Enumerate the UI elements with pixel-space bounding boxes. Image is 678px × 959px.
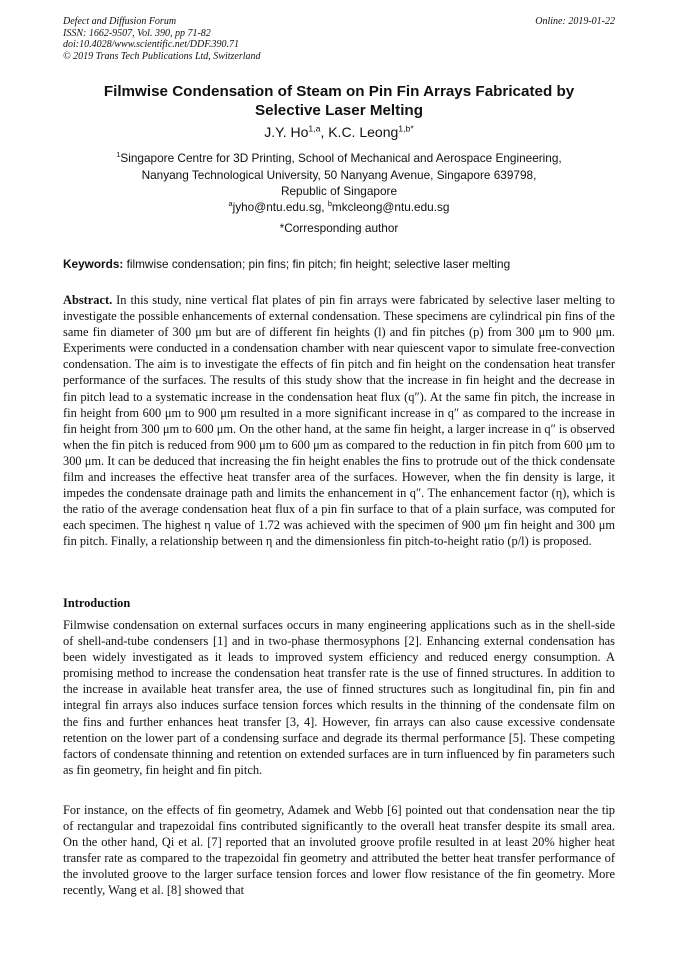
issn: ISSN: 1662-9507, Vol. 390, pp 71-82 <box>63 27 211 39</box>
author-1: J.Y. Ho <box>264 124 309 140</box>
email-b[interactable]: mkcleong@ntu.edu.sg <box>331 200 450 214</box>
abstract <box>63 292 615 550</box>
introduction-paragraph-2: For instance, on the effects of fin geometry, Adamek and Webb [6] pointed out that condensation near the tip of rectangular and trapezoidal fins contributed significantly to the overall heat transfer despite its small area. On the other hand, Qi et al. [7] reported that an involuted groove profile resulted in at least 20% higher heat transfer rate as compared to the trapezoidal fin geometry and attributed the better heat transfer performance of the involuted groove to the larger surface tension forces and lower flow resistance of the fin geometry. More recently, Wang et al. [8] showed that <box>63 803 615 898</box>
keywords-text: filmwise condensation; pin fins; fin pitch; fin height; selective laser melting <box>123 257 511 271</box>
author-2: K.C. Leong <box>328 124 399 140</box>
author-separator: , <box>320 124 329 140</box>
authors <box>63 123 615 141</box>
introduction-heading: Introduction <box>63 596 131 610</box>
email-a[interactable]: jyho@ntu.edu.sg, <box>232 200 328 214</box>
title-line-1: Filmwise Condensation of Steam on Pin Fin Arrays Fabricated by <box>103 83 575 100</box>
title-line-2: Selective Laser Melting <box>255 102 423 119</box>
email-a-sup: a <box>228 199 233 209</box>
online-date: Online: 2019-01-22 <box>535 16 615 27</box>
abstract-label: Abstract. <box>63 293 113 307</box>
paper-title <box>63 82 615 120</box>
affiliation-line-1 <box>63 150 615 167</box>
affiliation-sup: 1 <box>116 150 121 160</box>
journal-info <box>63 16 261 62</box>
email-b-sup: b <box>327 199 332 209</box>
copyright: © 2019 Trans Tech Publications Ltd, Switzerland <box>63 50 261 62</box>
affiliation-line-1-text: Singapore Centre for 3D Printing, School of Mechanical and Aerospace Engineering, <box>120 151 562 165</box>
introduction-paragraph-1: Filmwise condensation on external surfaces occurs in many engineering applications such as in the shell-side of shell-and-tube condensers [1] and in two-phase thermosyphons [2]. Enhancing external condensation has been widely investigated as it leads to improved system efficiency and reduced energy consumption. A promising method to increase the condensation heat transfer rate is the use of finned structures. In addition to the increase in available heat transfer area, the use of finned structures such as longitudinal fin, pin fin and integral fin arrays also induces surface tension forces which results in the thinning of the condensate film on the fins and further enhances heat transfer [3, 4]. However, fin arrays can also cause excessive condensate retention on the lower part of a condensing surface and degrade its thermal performance [5]. These competing factors of condensate thinning and retention on extended surfaces are in turn influenced by fin parameters such as fin geometry, fin height and fin pitch. <box>63 618 615 777</box>
abstract-text: In this study, nine vertical flat plates of pin fin arrays were fabricated by selective laser melting to investigate the possible enhancements of external condensation. These specimens are cylindrical pin fins of the same fin diameter of 300 μm but are of different fin heights (l) and fin pitches (p) from 300 μm to 900 μm. Experiments were conducted in a condensation chamber with near quiescent vapor to simulate free-convection condensation. The aim is to investigate the effects of fin pitch and fin height on the condensation heat transfer performance of the surfaces. The results of this study show that the increase in fin height and the decrease in fin pitch lead to a systematic increase in the condensation heat flux (q″). At the same fin pitch, the increase in fin height from 600 μm to 900 μm resulted in a more significant increase in q″ as compared to the increase in fin height from 300 μm to 600 μm. On the other hand, at the same fin height, a larger increase in q″ is observed when the fin pitch is reduced from 900 μm to 600 μm as compared to the reduction in fin pitch from 600 μm to 300 μm. It can be deduced that increasing the fin height enables the fins to protrude out of the thick condensate film and increases the effective heat transfer area of the surfaces. However, when the fin density is large, it impedes the condensate drainage path and limits the enhancement in q″. The enhancement factor (η), which is the ratio of the average condensation heat flux of a pin fin surface to that of a plain surface, was computed for each specimen. The highest η value of 1.72 was achieved with the specimen of 900 μm fin height and 300 μm fin pitch. Finally, a relationship between η and the dimensionless fin pitch-to-height ratio (p/l) is proposed. <box>63 293 615 549</box>
journal-name: Defect and Diffusion Forum <box>63 16 177 27</box>
corresponding-author: *Corresponding author <box>279 221 399 235</box>
doi: doi:10.4028/www.scientific.net/DDF.390.71 <box>63 39 240 50</box>
emails <box>63 199 615 215</box>
keywords <box>63 256 623 272</box>
keywords-label: Keywords: <box>63 257 124 271</box>
author-2-affil: 1,b* <box>398 123 414 134</box>
affiliation <box>63 150 615 200</box>
affiliation-line-3: Republic of Singapore <box>280 184 398 198</box>
author-1-affil: 1,a <box>308 123 321 134</box>
affiliation-line-2: Nanyang Technological University, 50 Nanyang Avenue, Singapore 639798, <box>141 167 537 182</box>
